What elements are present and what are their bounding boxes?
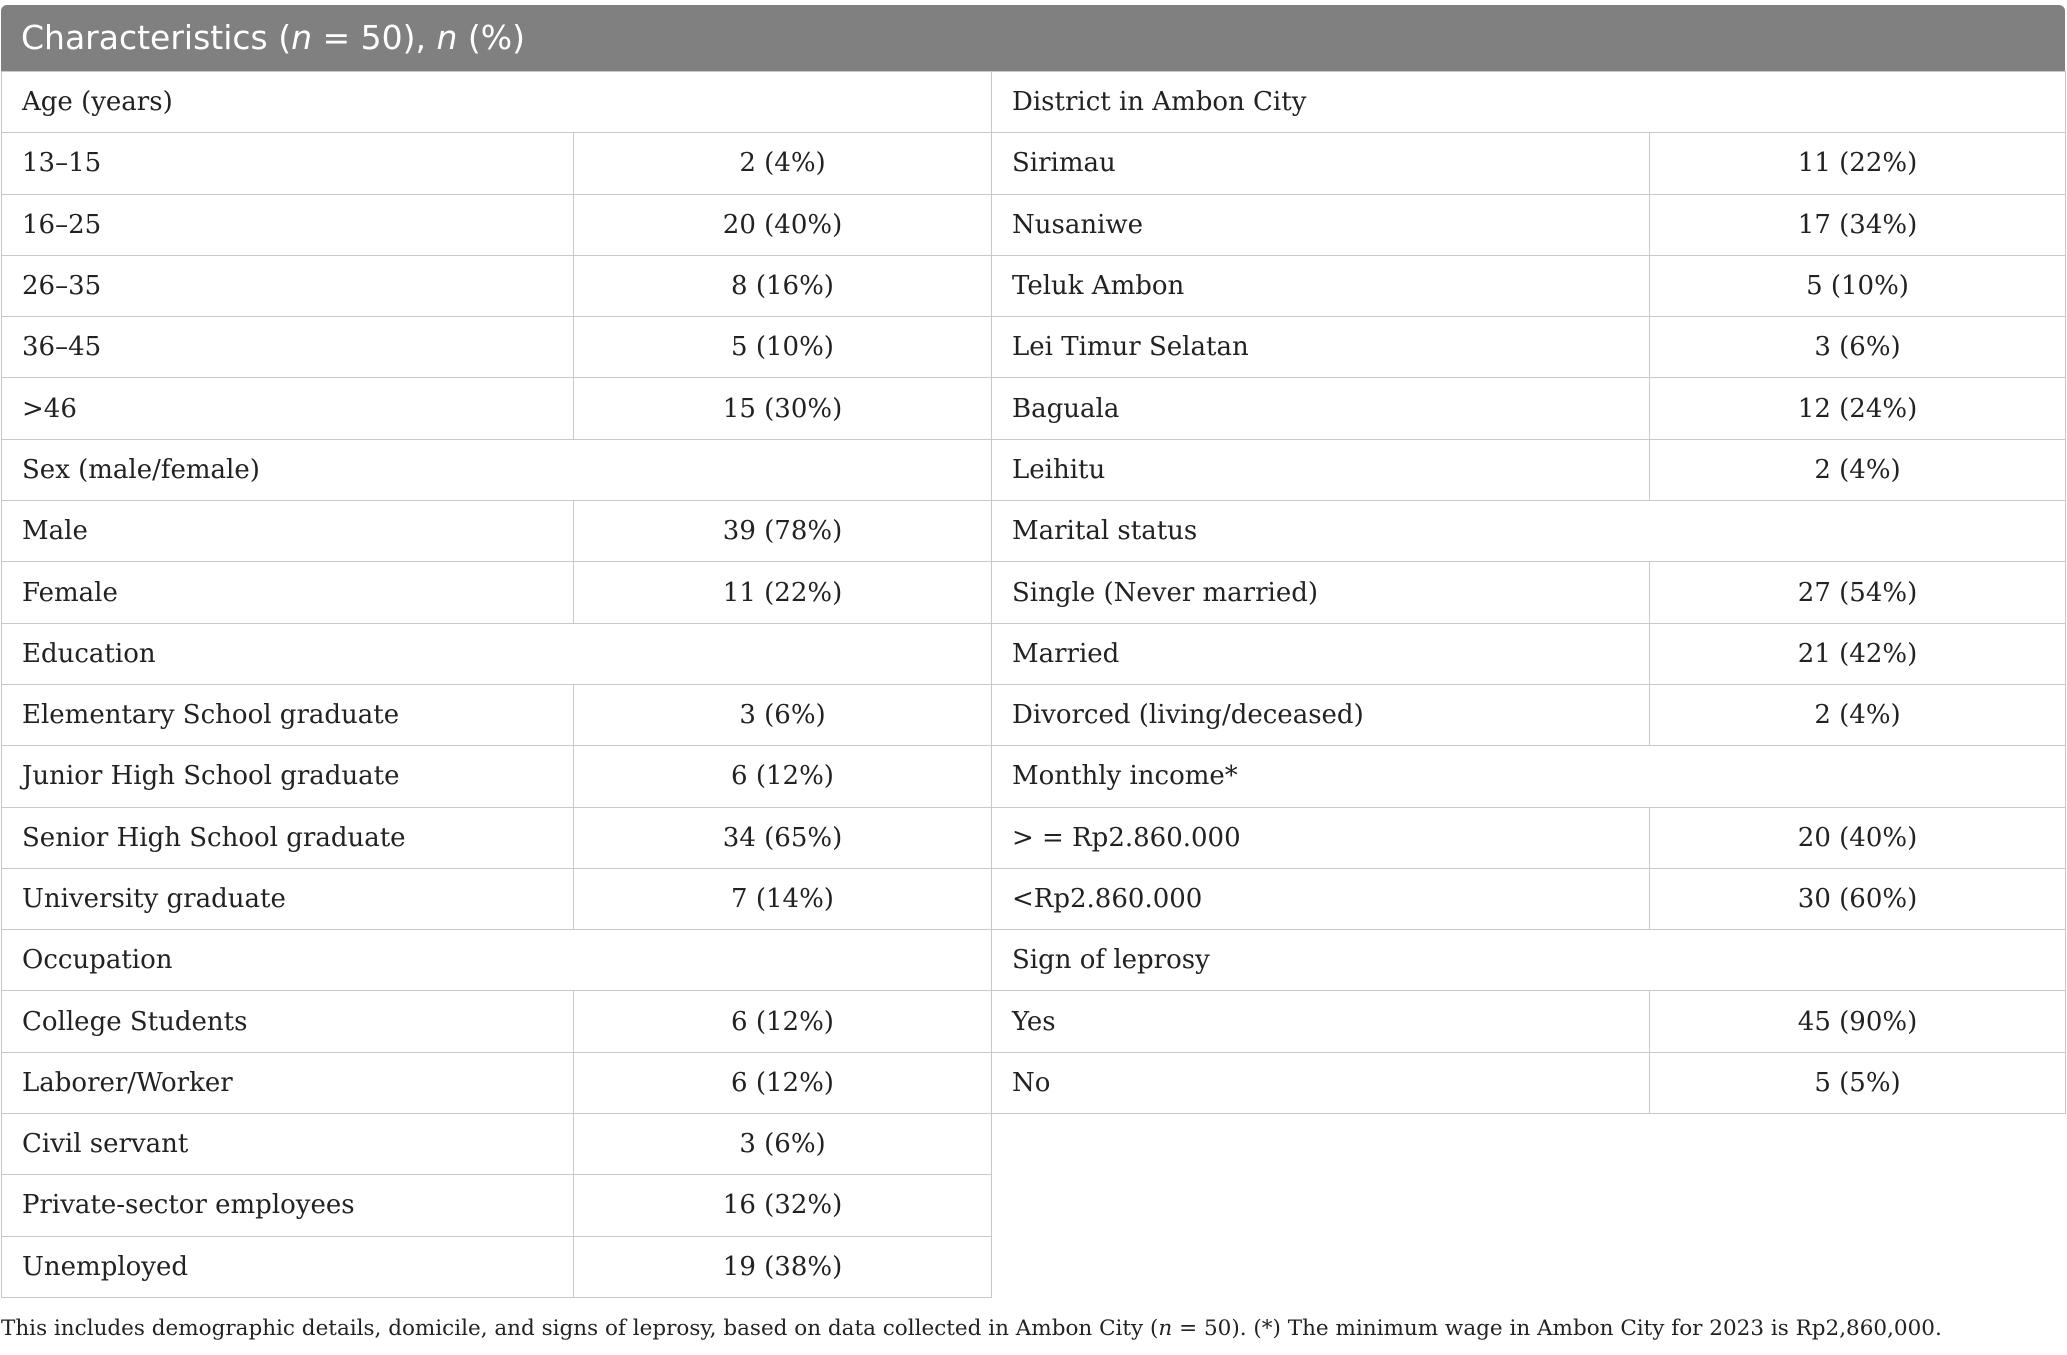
table-row bbox=[2, 868, 2066, 929]
table-row bbox=[2, 1114, 2066, 1175]
empty-cell bbox=[992, 1114, 2066, 1298]
table-row bbox=[2, 501, 2066, 562]
row-value: 12 (24%) bbox=[1650, 378, 2066, 439]
section-header: Monthly income* bbox=[992, 746, 2066, 807]
table-title bbox=[1, 5, 2065, 71]
row-value: 2 (4%) bbox=[1650, 439, 2066, 500]
row-value: 7 (14%) bbox=[574, 868, 992, 929]
table-row bbox=[2, 930, 2066, 991]
row-value: 3 (6%) bbox=[574, 1114, 992, 1175]
row-value: 5 (10%) bbox=[1650, 255, 2066, 316]
row-value: 6 (12%) bbox=[574, 746, 992, 807]
row-value: 2 (4%) bbox=[1650, 684, 2066, 745]
row-label: Male bbox=[2, 501, 574, 562]
row-label: <Rp2.860.000 bbox=[992, 868, 1650, 929]
row-label: Sirimau bbox=[992, 133, 1650, 194]
row-label: 13–15 bbox=[2, 133, 574, 194]
row-label: Teluk Ambon bbox=[992, 255, 1650, 316]
row-value: 19 (38%) bbox=[574, 1236, 992, 1297]
section-header: Sex (male/female) bbox=[2, 439, 992, 500]
row-value: 8 (16%) bbox=[574, 255, 992, 316]
row-label: College Students bbox=[2, 991, 574, 1052]
row-value: 15 (30%) bbox=[574, 378, 992, 439]
footnote-n-italic: n bbox=[1158, 1316, 1173, 1341]
row-label: >46 bbox=[2, 378, 574, 439]
title-n-italic-2: n bbox=[436, 18, 458, 57]
row-label: Female bbox=[2, 562, 574, 623]
row-label: Elementary School graduate bbox=[2, 684, 574, 745]
footnote-part1: This includes demographic details, domicile, and signs of leprosy, based on data collected in Ambon City ( bbox=[1, 1316, 1159, 1341]
section-header: District in Ambon City bbox=[992, 72, 2066, 133]
row-label: Divorced (living/deceased) bbox=[992, 684, 1650, 745]
row-label: > = Rp2.860.000 bbox=[992, 807, 1650, 868]
footnote-part2: = 50). (*) The minimum wage in Ambon City for 2023 is Rp2,860,000. bbox=[1172, 1316, 1942, 1341]
table-row bbox=[2, 684, 2066, 745]
row-label: Married bbox=[992, 623, 1650, 684]
table-row bbox=[2, 746, 2066, 807]
row-label: No bbox=[992, 1052, 1650, 1113]
row-value: 3 (6%) bbox=[574, 684, 992, 745]
row-value: 11 (22%) bbox=[574, 562, 992, 623]
characteristics-table bbox=[1, 71, 2066, 1298]
title-prefix: Characteristics ( bbox=[21, 18, 292, 57]
row-value: 3 (6%) bbox=[1650, 317, 2066, 378]
row-label: University graduate bbox=[2, 868, 574, 929]
table-row bbox=[2, 378, 2066, 439]
row-label: Civil servant bbox=[2, 1114, 574, 1175]
row-value: 20 (40%) bbox=[1650, 807, 2066, 868]
row-value: 17 (34%) bbox=[1650, 194, 2066, 255]
table-footnote bbox=[1, 1316, 2065, 1341]
row-value: 20 (40%) bbox=[574, 194, 992, 255]
title-n-italic: n bbox=[291, 18, 313, 57]
row-label: 36–45 bbox=[2, 317, 574, 378]
section-header: Sign of leprosy bbox=[992, 930, 2066, 991]
table-row bbox=[2, 562, 2066, 623]
row-label: Nusaniwe bbox=[992, 194, 1650, 255]
row-label: Yes bbox=[992, 991, 1650, 1052]
row-label: Senior High School graduate bbox=[2, 807, 574, 868]
table-row bbox=[2, 194, 2066, 255]
row-value: 6 (12%) bbox=[574, 1052, 992, 1113]
section-header: Occupation bbox=[2, 930, 992, 991]
table-row bbox=[2, 72, 2066, 133]
row-label: 16–25 bbox=[2, 194, 574, 255]
table-row bbox=[2, 255, 2066, 316]
table-body bbox=[2, 72, 2066, 1298]
section-header: Age (years) bbox=[2, 72, 992, 133]
row-label: Leihitu bbox=[992, 439, 1650, 500]
row-value: 21 (42%) bbox=[1650, 623, 2066, 684]
table-row bbox=[2, 807, 2066, 868]
title-middle: = 50), bbox=[312, 18, 437, 57]
row-value: 45 (90%) bbox=[1650, 991, 2066, 1052]
row-value: 5 (10%) bbox=[574, 317, 992, 378]
section-header: Marital status bbox=[992, 501, 2066, 562]
row-value: 34 (65%) bbox=[574, 807, 992, 868]
table-row bbox=[2, 439, 2066, 500]
table-row bbox=[2, 1052, 2066, 1113]
row-label: Laborer/Worker bbox=[2, 1052, 574, 1113]
row-label: 26–35 bbox=[2, 255, 574, 316]
table-row bbox=[2, 991, 2066, 1052]
section-header: Education bbox=[2, 623, 992, 684]
row-value: 2 (4%) bbox=[574, 133, 992, 194]
table-row bbox=[2, 133, 2066, 194]
row-label: Lei Timur Selatan bbox=[992, 317, 1650, 378]
row-value: 16 (32%) bbox=[574, 1175, 992, 1236]
row-value: 11 (22%) bbox=[1650, 133, 2066, 194]
title-suffix: (%) bbox=[457, 18, 526, 57]
row-value: 5 (5%) bbox=[1650, 1052, 2066, 1113]
table-row bbox=[2, 317, 2066, 378]
row-label: Unemployed bbox=[2, 1236, 574, 1297]
row-value: 39 (78%) bbox=[574, 501, 992, 562]
row-label: Junior High School graduate bbox=[2, 746, 574, 807]
row-label: Private-sector employees bbox=[2, 1175, 574, 1236]
row-label: Baguala bbox=[992, 378, 1650, 439]
row-value: 30 (60%) bbox=[1650, 868, 2066, 929]
row-label: Single (Never married) bbox=[992, 562, 1650, 623]
row-value: 27 (54%) bbox=[1650, 562, 2066, 623]
characteristics-table-container bbox=[1, 5, 2065, 1298]
row-value: 6 (12%) bbox=[574, 991, 992, 1052]
table-row bbox=[2, 623, 2066, 684]
